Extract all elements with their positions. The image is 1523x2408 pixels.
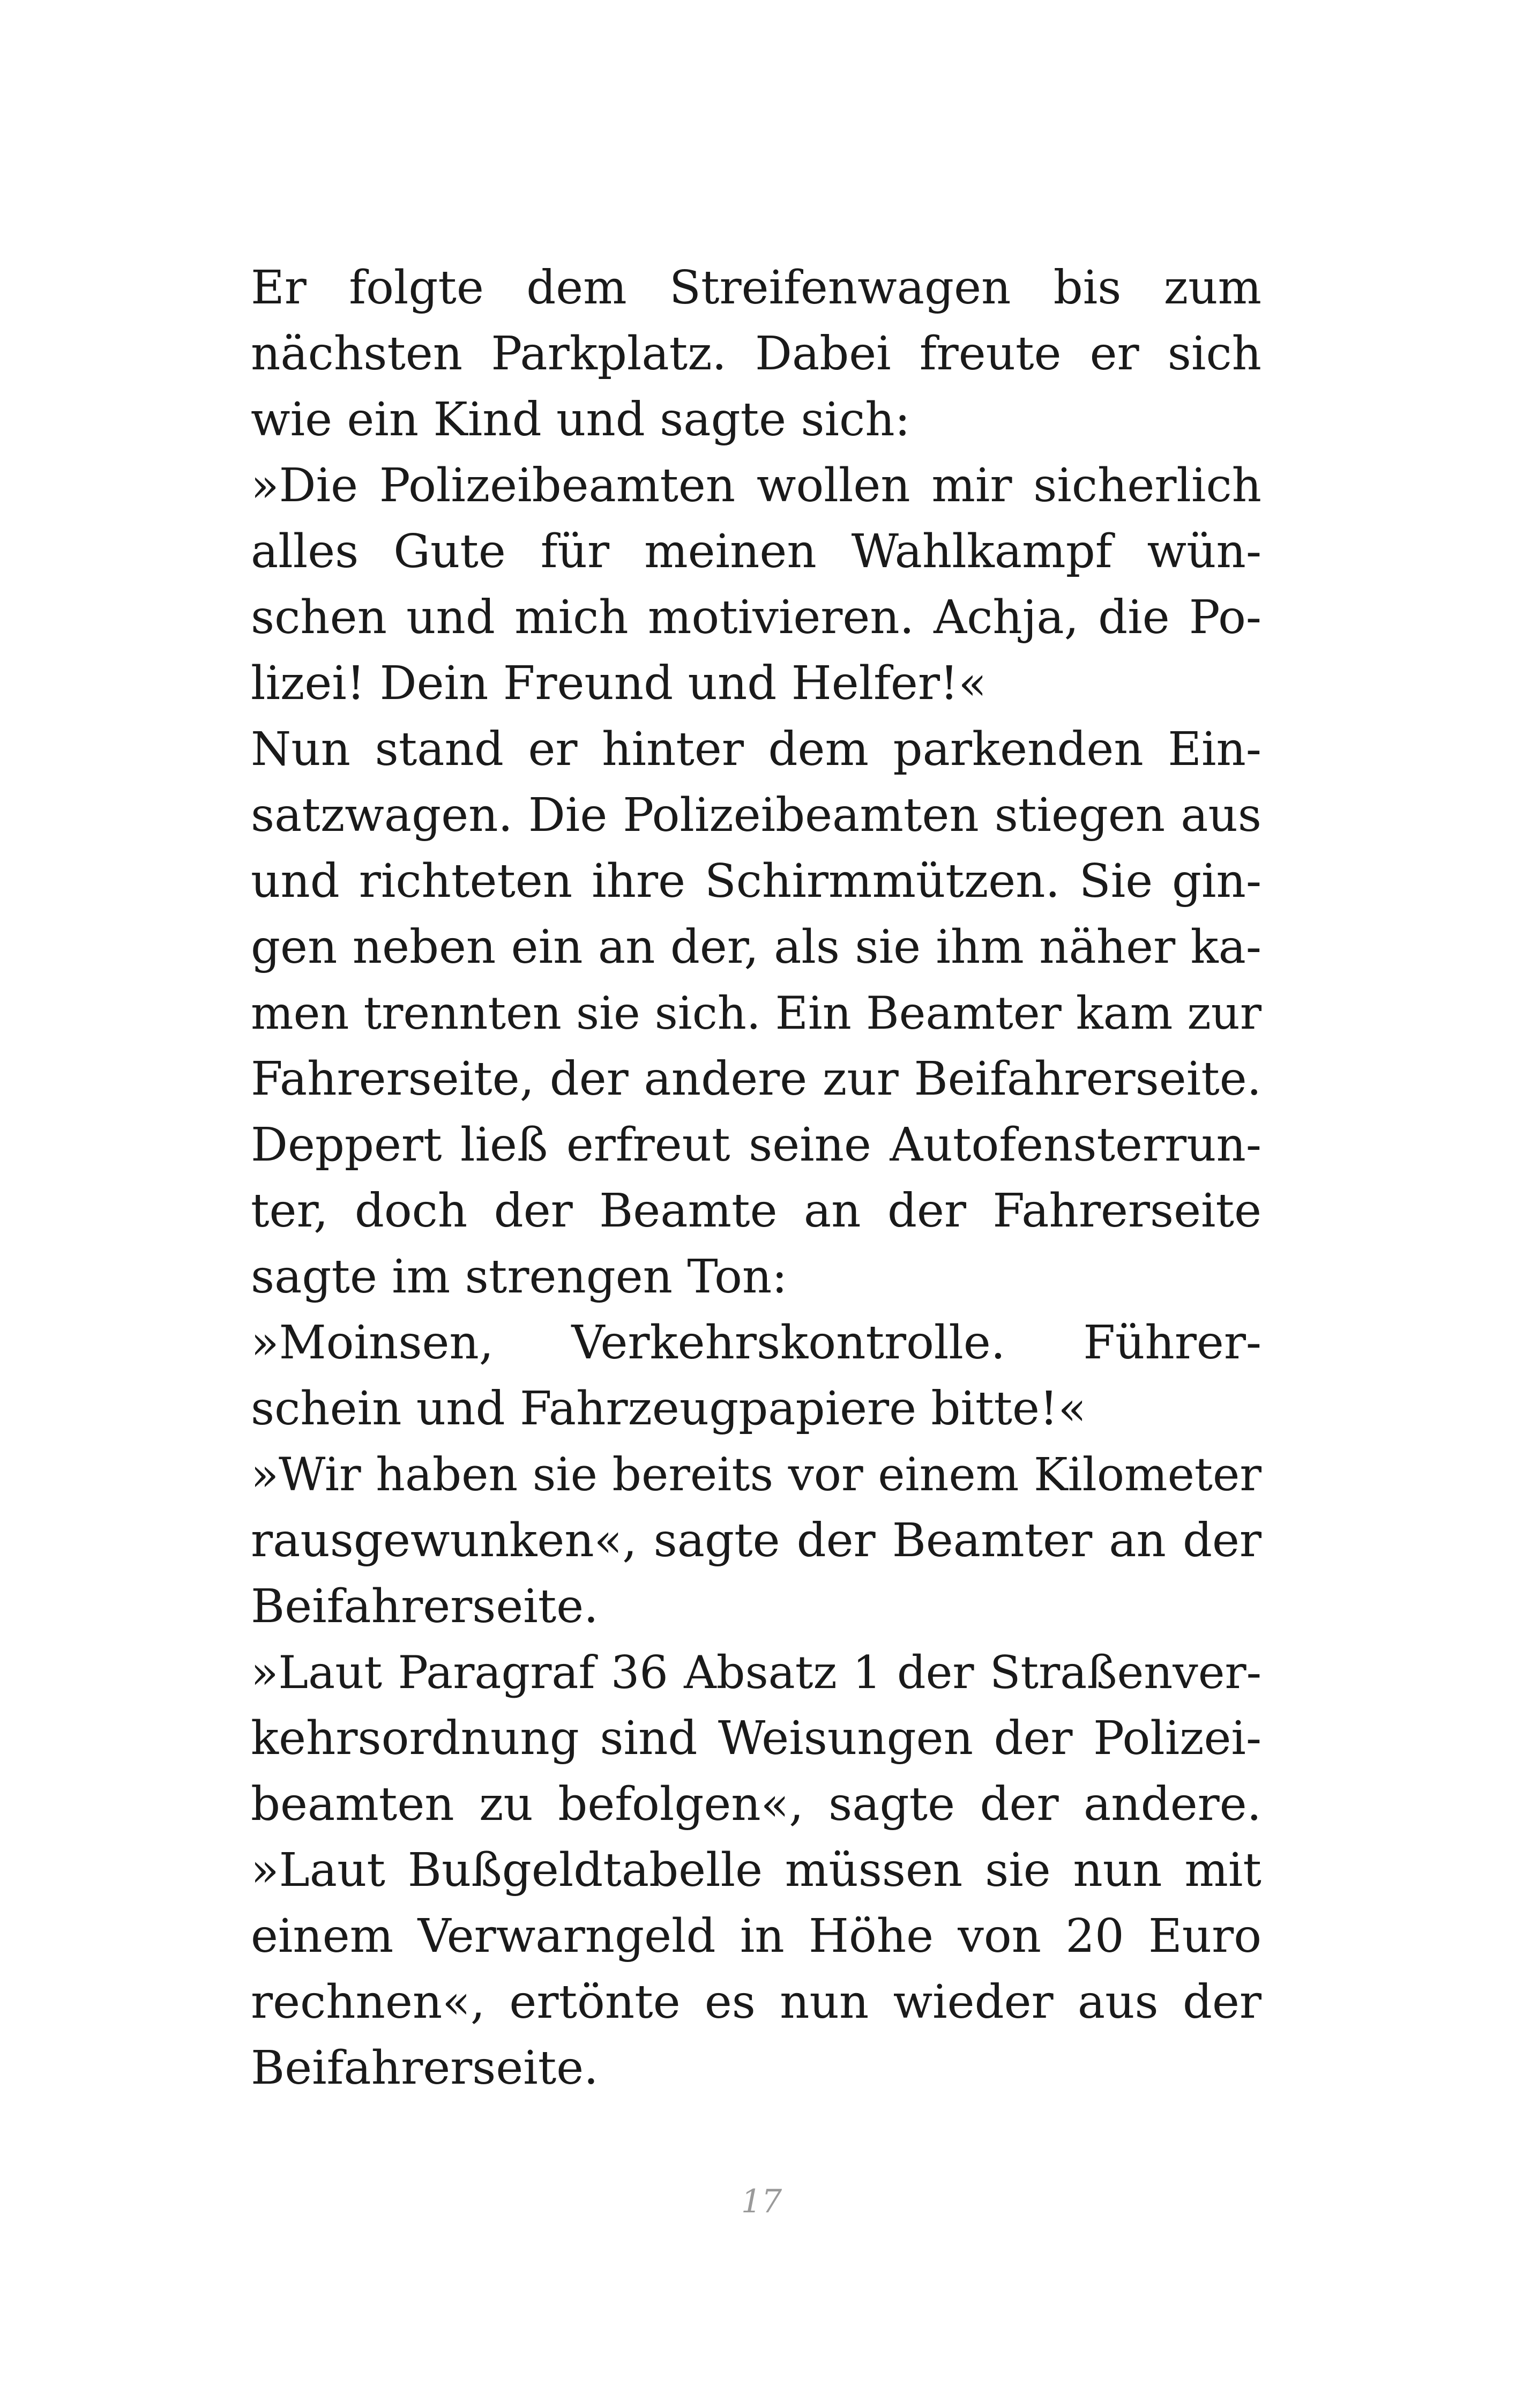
text-line: lizei! Dein Freund und Helfer!« <box>251 657 987 710</box>
text-line: beamten zu befolgen«, sagte der andere. <box>251 1778 1261 1831</box>
text-line: Fahrerseite, der andere zur Beifahrerseite. <box>251 1052 1261 1106</box>
text-line: »Laut Bußgeldtabelle müssen sie nun mit <box>251 1844 1261 1897</box>
text-line: wie ein Kind und sagte sich: <box>251 393 910 447</box>
text-line: »Die Polizeibeamten wollen mir sicherlich <box>251 459 1261 512</box>
text-line: sagte im strengen Ton: <box>251 1250 788 1304</box>
text-line: rausgewunken«, sagte der Beamter an der <box>251 1514 1261 1567</box>
body-text <box>251 255 1261 2101</box>
text-line: und richteten ihre Schirmmützen. Sie gin- <box>251 854 1261 908</box>
text-line: kehrsordnung sind Weisungen der Polizei- <box>251 1712 1261 1765</box>
text-line: Beifahrerseite. <box>251 2041 599 2095</box>
text-line: »Laut Paragraf 36 Absatz 1 der Straßenver- <box>251 1646 1261 1699</box>
text-line: alles Gute für meinen Wahlkampf wün- <box>251 525 1261 578</box>
text-line: nächsten Parkplatz. Dabei freute er sich <box>251 327 1261 381</box>
text-line: »Wir haben sie bereits vor einem Kilometer <box>251 1448 1261 1502</box>
text-line: Deppert ließ erfreut seine Autofensterrun- <box>251 1118 1261 1172</box>
text-line: Beifahrerseite. <box>251 1580 599 1633</box>
text-line: ter, doch der Beamte an der Fahrerseite <box>251 1184 1261 1238</box>
text-line: Nun stand er hinter dem parkenden Ein- <box>251 723 1261 776</box>
text-line: rechnen«, ertönte es nun wieder aus der <box>251 1975 1261 2029</box>
text-line: satzwagen. Die Polizeibeamten stiegen aus <box>251 789 1261 842</box>
page-number: 17 <box>741 2183 782 2220</box>
text-line: einem Verwarngeld in Höhe von 20 Euro <box>251 1909 1261 1963</box>
text-line: gen neben ein an der, als sie ihm näher ka- <box>251 920 1261 974</box>
text-line: schen und mich motivieren. Achja, die Po- <box>251 591 1261 644</box>
text-line: »Moinsen, Verkehrskontrolle. Führer- <box>251 1316 1261 1370</box>
text-line: Er folgte dem Streifenwagen bis zum <box>251 261 1261 315</box>
text-line: men trennten sie sich. Ein Beamter kam zur <box>251 987 1261 1039</box>
text-line: schein und Fahrzeugpapiere bitte!« <box>251 1382 1087 1436</box>
